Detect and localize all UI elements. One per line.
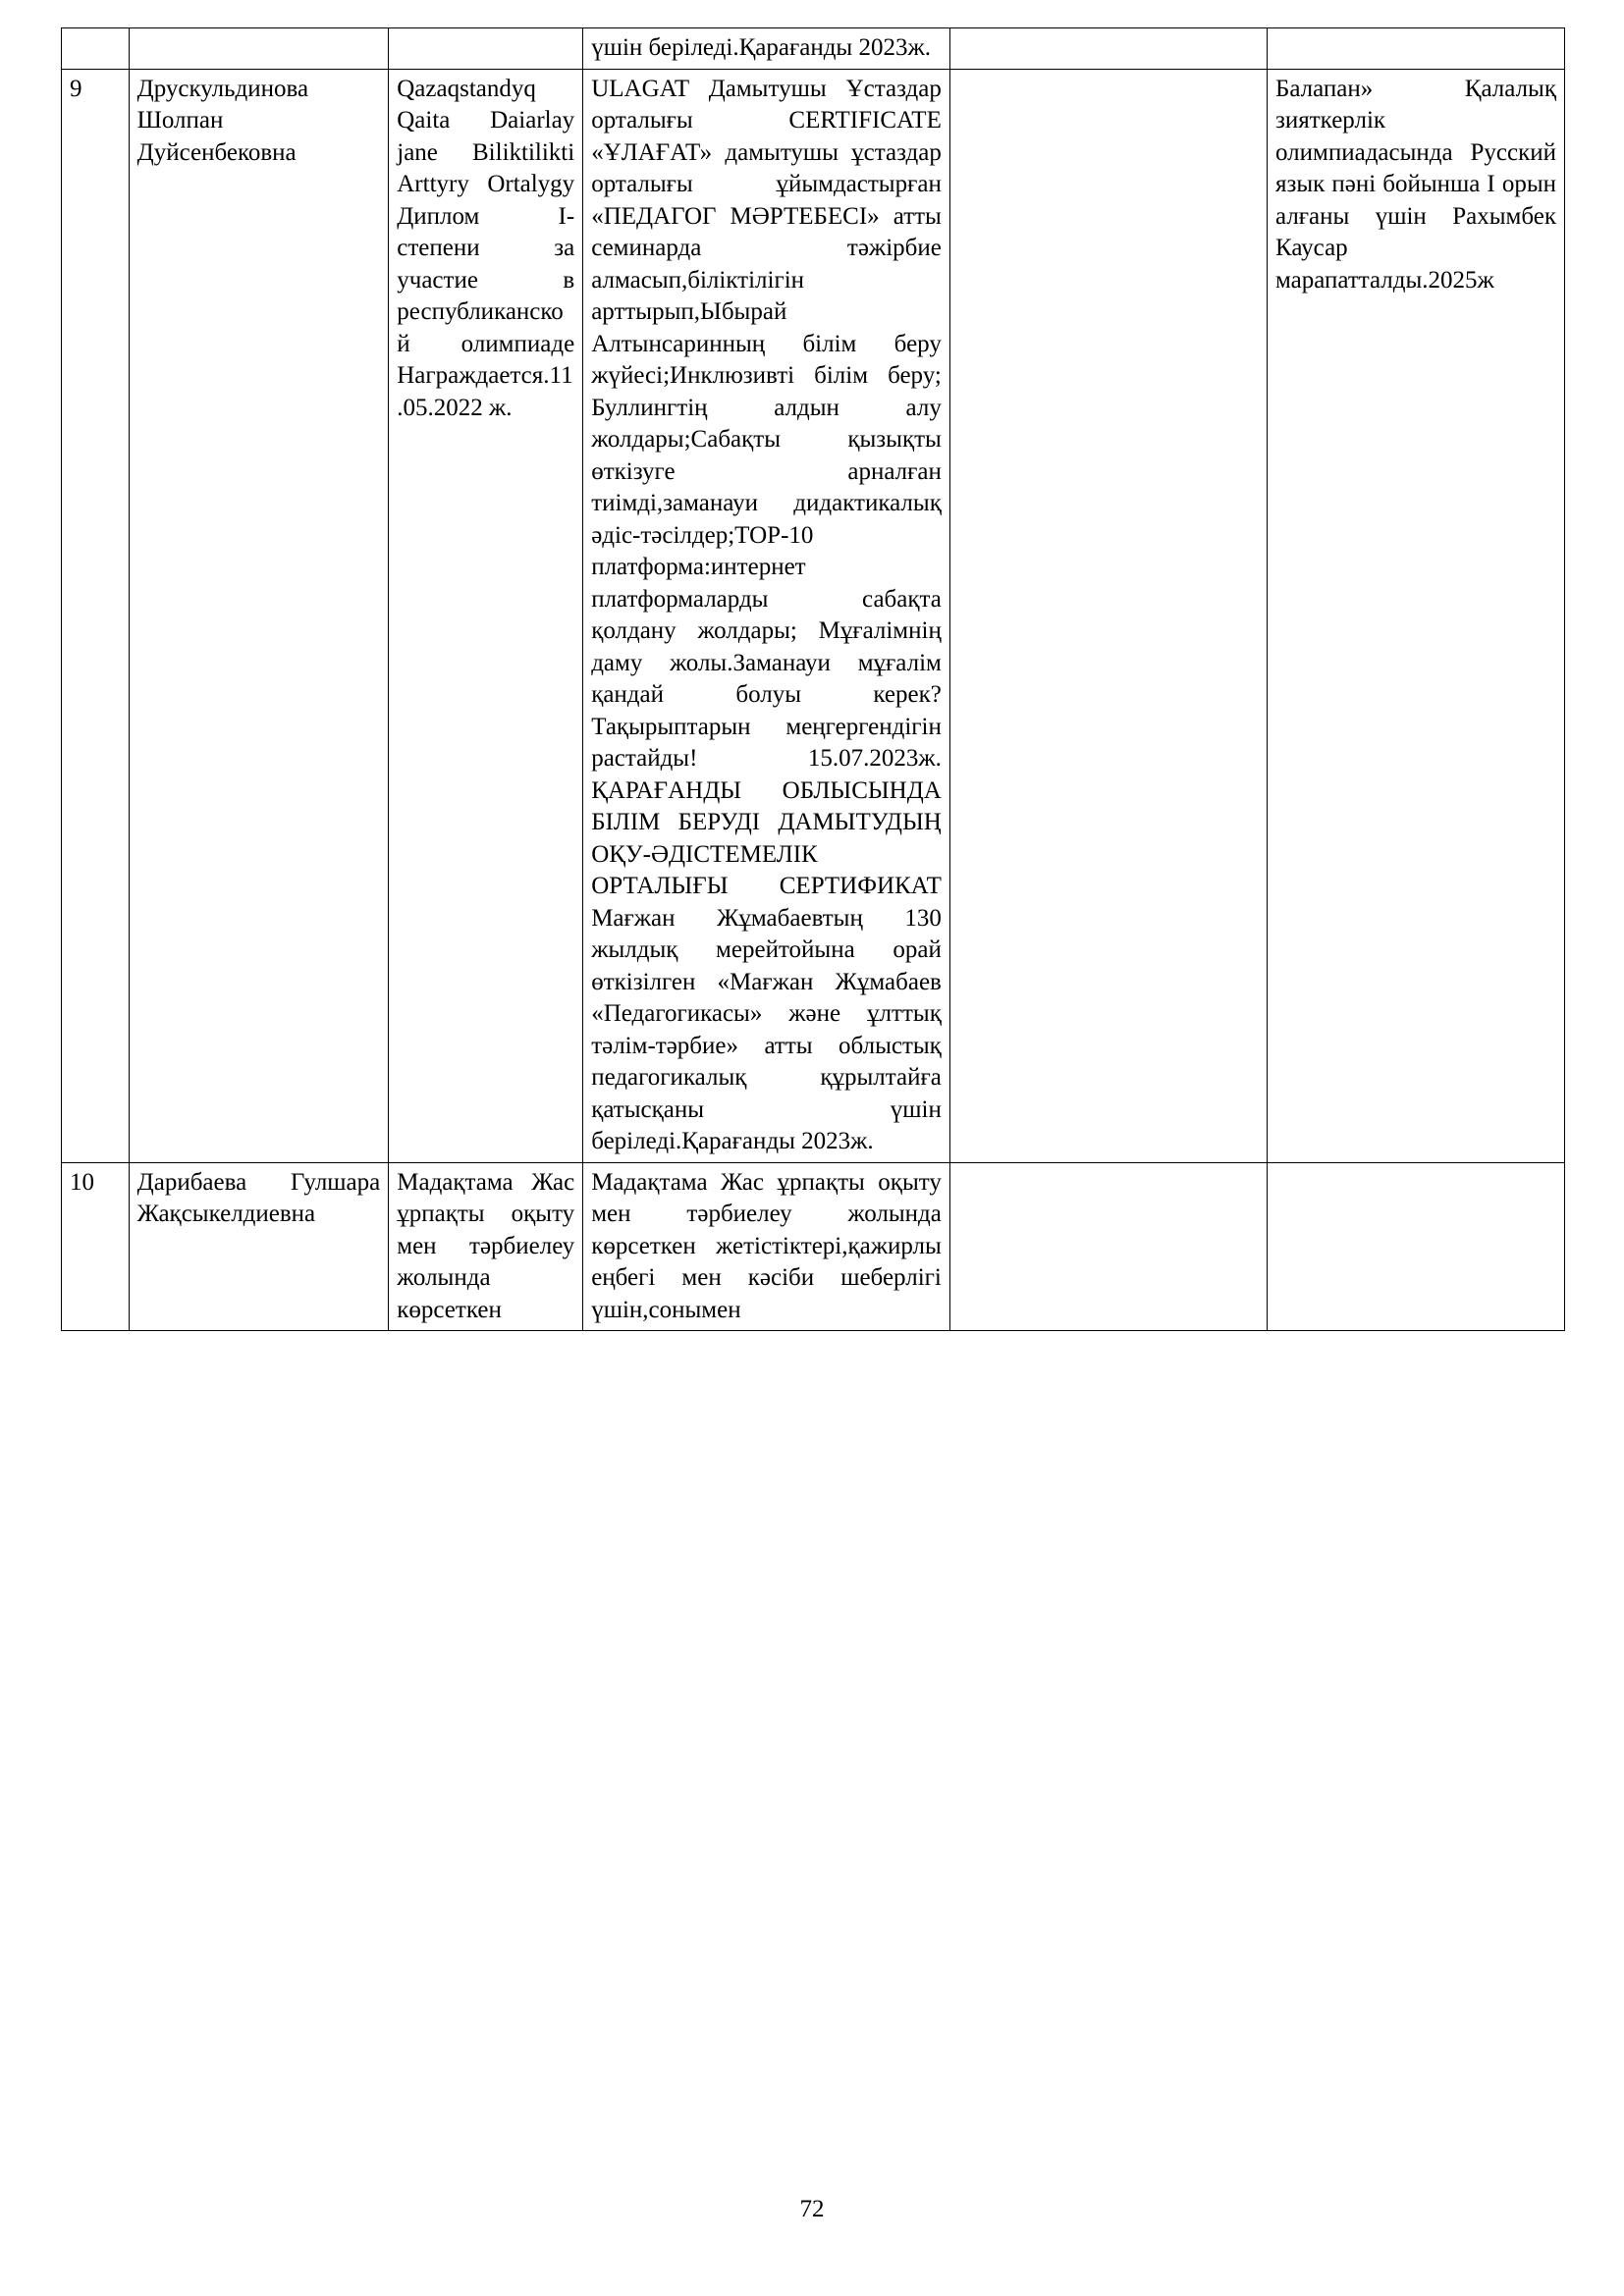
table-row xyxy=(62,28,1565,70)
cell-blank xyxy=(949,28,1267,70)
table-row xyxy=(62,1162,1565,1331)
table-row xyxy=(62,69,1565,1162)
page-number: 72 xyxy=(799,2196,825,2222)
cell-name: Дарибаева Гулшара Жақсыкелдиевна xyxy=(129,1162,389,1331)
cell-award: Балапан» Қалалық зияткерлік олимпиадасында Русский язык пәні бойынша I орын алғаны үшін Рахымбек Каусар марапатталды.2025ж xyxy=(1268,69,1565,1162)
cell-number: 10 xyxy=(62,1162,130,1331)
cell-description: үшін беріледі.Қарағанды 2023ж. xyxy=(583,28,950,70)
cell-name: Друскульдинова Шолпан Дуйсенбековна xyxy=(129,69,389,1162)
cell-award xyxy=(1268,1162,1565,1331)
records-table xyxy=(61,27,1565,1331)
cell-document: Qazaqstandyq Qaita Daiarlay jane Biliktilikti Arttyry Ortalygy Диплом I-степени за участие в республиканской олимпиаде Награждается.11.05.2022 ж. xyxy=(389,69,583,1162)
cell-document: Мадақтама Жас ұрпақты оқыту мен тәрбиелеу жолында көрсеткен xyxy=(389,1162,583,1331)
cell-number: 9 xyxy=(62,69,130,1162)
cell-blank xyxy=(949,1162,1267,1331)
cell-blank xyxy=(949,69,1267,1162)
cell-award xyxy=(1268,28,1565,70)
cell-number xyxy=(62,28,130,70)
cell-description: Мадақтама Жас ұрпақты оқыту мен тәрбиелеу жолында көрсеткен жетістіктері,қажирлы еңбегі мен кәсіби шеберлігі үшін,сонымен xyxy=(583,1162,950,1331)
cell-name xyxy=(129,28,389,70)
cell-document xyxy=(389,28,583,70)
cell-description: ULAGAT Дамытушы Ұстаздар орталығы CERTIFICATE «ҰЛАҒАТ» дамытушы ұстаздар орталығы ұйымдастырған «ПЕДАГОГ МӘРТЕБЕСІ» атты семинарда тәжірбие алмасып,біліктілігін арттырып,Ыбырай Алтынсаринның білім беру жүйесі;Инклюзивті білім беру; Буллингтің алдын алу жолдары;Сабақты қызықты өткізуге арналған тиімді,заманауи дидактикалық әдіс-тәсілдер;ТОР-10 платформа:интернет платформаларды сабақта қолдану жолдары; Мұғалімнің даму жолы.Заманауи мұғалім қандай болуы керек? Тақырыптарын меңгергендігін растайды! 15.07.2023ж. ҚАРАҒАНДЫ ОБЛЫСЫНДА БІЛІМ БЕРУДІ ДАМЫТУДЫҢ ОҚУ-ӘДІСТЕМЕЛІК ОРТАЛЫҒЫ СЕРТИФИКАТ Мағжан Жұмабаевтың 130 жылдық мерейтойына орай өткізілген «Мағжан Жұмабаев «Педагогикасы» және ұлттық тәлім-тәрбие» атты облыстық педагогикалық құрылтайға қатысқаны үшін беріледі.Қарағанды 2023ж. xyxy=(583,69,950,1162)
